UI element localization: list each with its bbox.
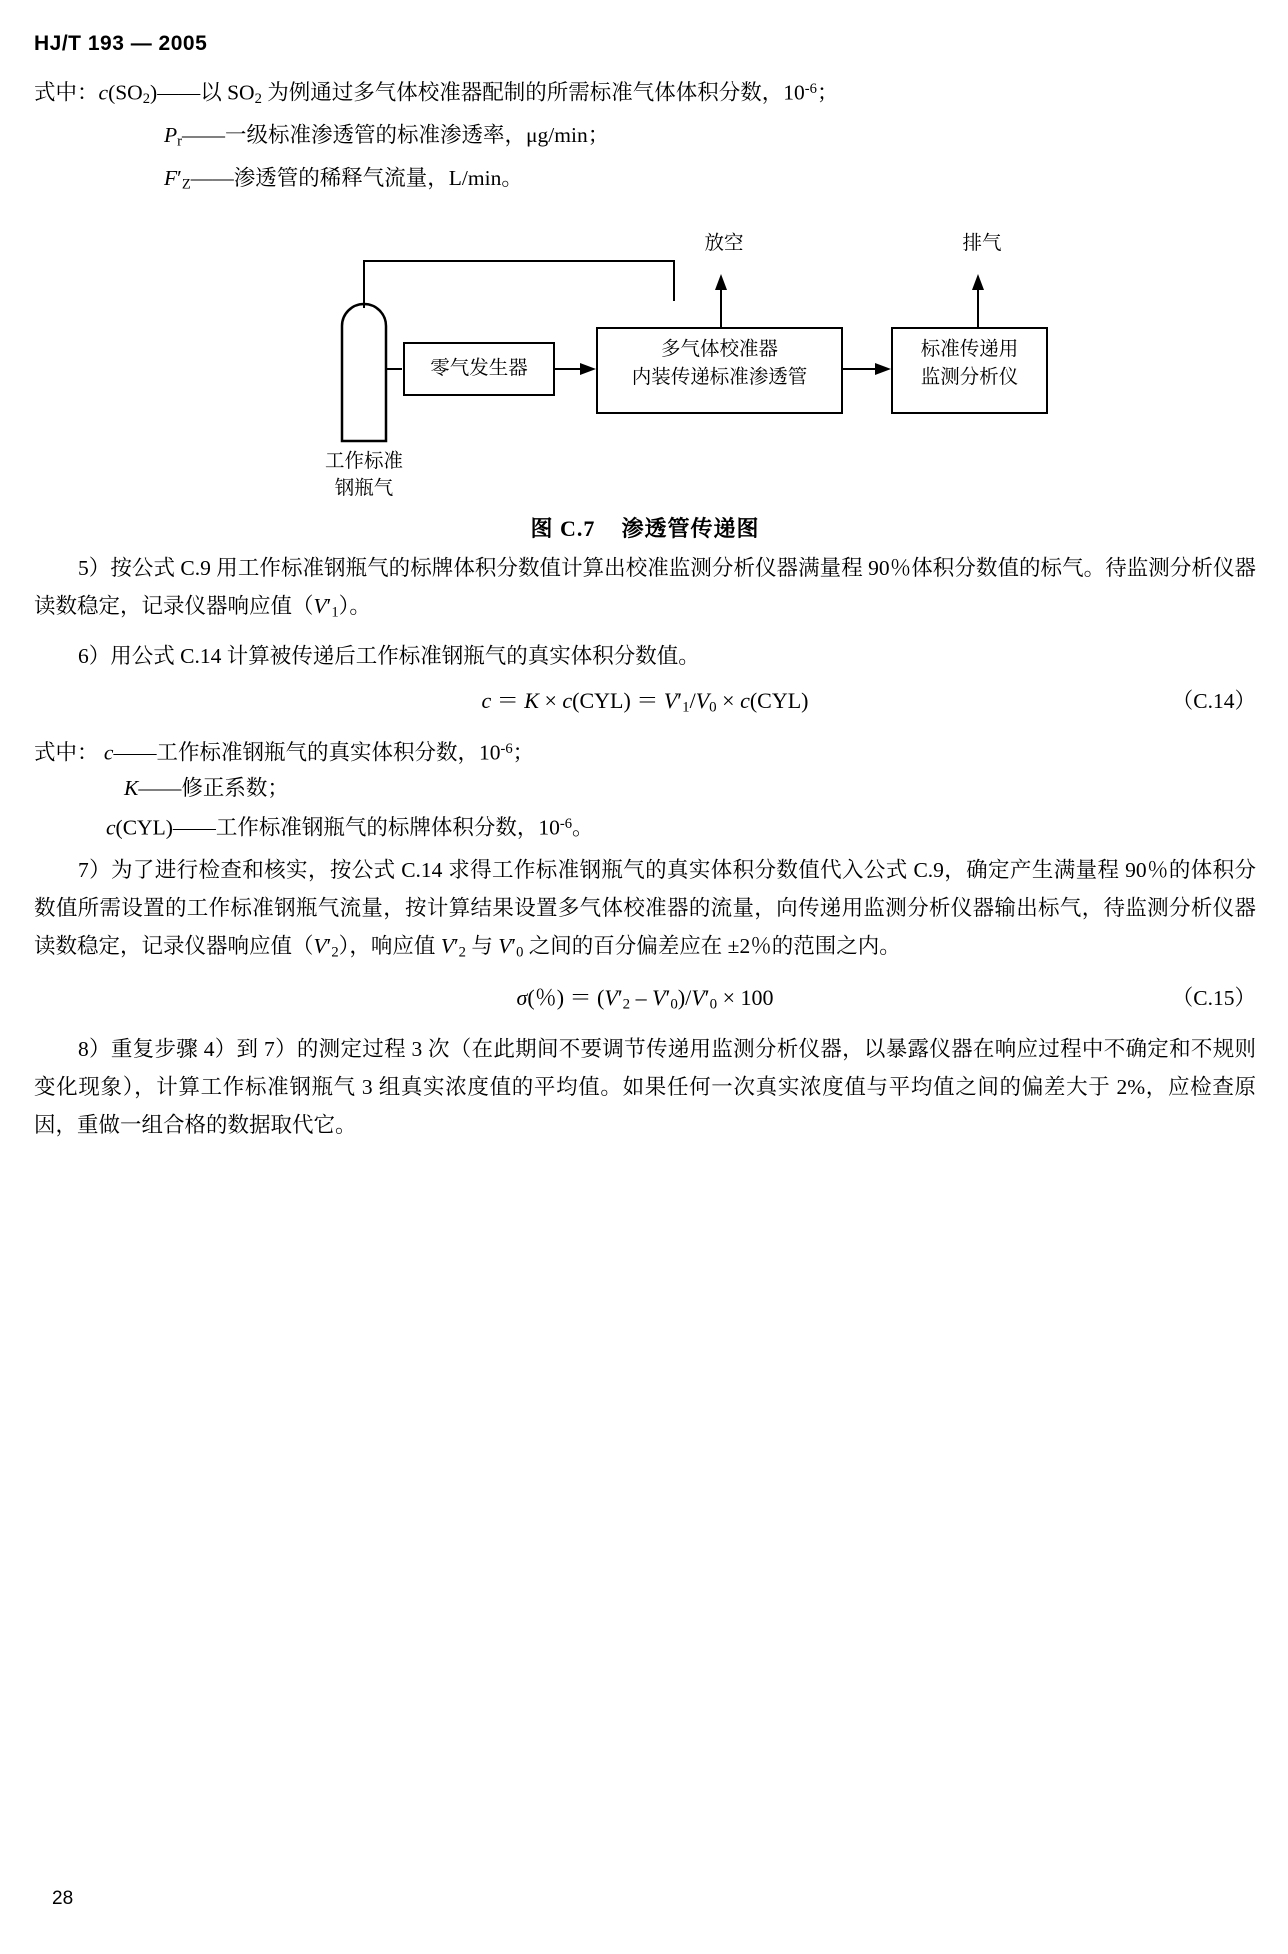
figure-label-cylinder-line2: 钢瓶气 (334, 477, 394, 499)
paragraph-step8: 8）重复步骤 4）到 7）的测定过程 3 次（在此期间不要调节传递用监测分析仪器，以暴露仪器在响应过程中不确定和不规则变化现象），计算工作标准钢瓶气 3 组真实浓度值的平均值。如果任何一次真实浓度值与平均值之间的偏差大于 2%，应检查原因，重做一组合格的数据取代它。 (34, 1037, 1256, 1138)
figure-label-zero-air: 零气发生器 (430, 357, 528, 379)
definition2-line-1: 式中： c——工作标准钢瓶气的真实体积分数，$10^{-6}$； (34, 740, 535, 765)
definition-lead: 式中： (34, 80, 99, 105)
definition-symbol-c-so2: c (98, 80, 109, 105)
formula-c15: σ(％) ＝ $(V'_2 - V'_0)/V'_0 \times 100$ （C.15） (34, 978, 1256, 1025)
figure-label-calibrator-line1: 多气体校准器 (660, 338, 778, 360)
gas-cylinder-shape (342, 304, 386, 441)
figure-label-calibrator-line2: 内装传递标准渗透管 (631, 366, 808, 388)
paragraph-step7: 7）为了进行检查和核实，按公式 C.14 求得工作标准钢瓶气的真实体积分数值代入公式 C.9，确定产生满量程 90％的体积分数值所需设置的工作标准钢瓶气流量，按计算结果设置多气体校准器的流量，向传递用监测分析仪器输出标气，待监测分析仪器读数稳定，记录仪器响应值$(V'_2)$，响应值 $V'_2$ 与 $V'_0$ 之间的百分偏差应在 ±2％的范围之内。 (34, 858, 1256, 961)
figure-label-cylinder-line1: 工作标准 (324, 450, 403, 472)
formula-c15-number: （C.15） (1171, 985, 1256, 1010)
definition-list-1 (34, 72, 1256, 202)
figure-label-vent: 放空 (704, 232, 744, 254)
definition-list-2 (34, 732, 1256, 845)
figure-label-exhaust: 排气 (962, 232, 1002, 254)
page-content (34, 72, 1256, 1144)
arrow-head-1 (580, 363, 596, 375)
arrow-head-exhaust (972, 274, 984, 290)
page-header: HJ/T 193 — 2005 (34, 32, 208, 55)
formula-c14-number: （C.14） (1171, 689, 1256, 714)
page-number: 28 (52, 1888, 74, 1909)
figure-label-analyzer-line1: 标准传递用 (920, 338, 1019, 360)
arrow-head-2 (875, 363, 891, 375)
figure-label-analyzer-line2: 监测分析仪 (920, 366, 1019, 388)
definition-symbol-pr: P (164, 123, 178, 148)
figure-caption (34, 512, 1256, 543)
figure-caption-title: 渗透管传递图 (621, 515, 760, 541)
definition-line-3: $F'_Z——$渗透管的稀释气流量，L/min。 (164, 165, 523, 193)
definition-line-1: 式中：$c(SO_2)——$以 $SO_2$ 为例通过多气体校准器配制的所需标准气体体积分数，$10^{-6}$； (34, 80, 839, 108)
definition2-line-3: c(CYL)——工作标准钢瓶气的标牌体积分数，$10^{-6}$。 (106, 816, 594, 841)
arrow-head-vent (715, 274, 727, 290)
formula-c14: $c = K \times c(CYL) = V'_1/V_0 \times c(CYL)$ （C.14） (34, 681, 1256, 728)
paragraph-step5: 5）按公式 C.9 用工作标准钢瓶气的标牌体积分数值计算出校准监测分析仪器满量程 90％体积分数值的标气。待监测分析仪器读数稳定，记录仪器响应值$(V'_1)$。 (34, 555, 1256, 621)
definition-symbol-fz: F (164, 165, 178, 190)
definition2-line-2: K——修正系数； (124, 776, 289, 801)
paragraph-step6: 6）用公式 C.14 计算被传递后工作标准钢瓶气的真实体积分数值。 (78, 644, 700, 669)
definition-line-2: $P_r——$一级标准渗透管的标准渗透率，μg/min； (164, 123, 610, 150)
figure-c7 (34, 216, 1256, 506)
figure-caption-number: 图 C.7 (530, 515, 596, 541)
